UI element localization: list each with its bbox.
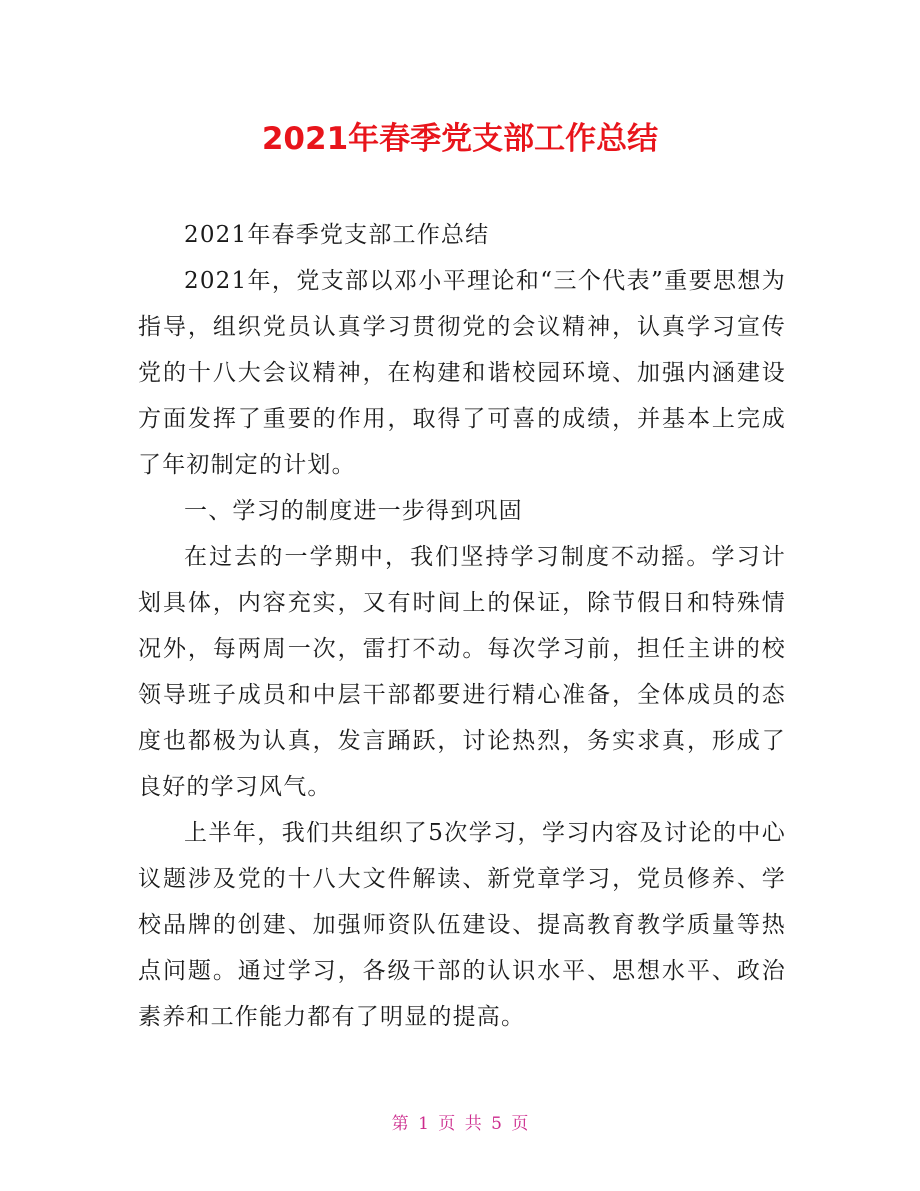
paragraph-study-system: 在过去的一学期中，我们坚持学习制度不动摇。学习计划具体，内容充实，又有时间上的保证，除节假日和特殊情况外，每两周一次，雷打不动。每次学习前，担任主讲的校领导班子成员和中层干部都要进行精心准备，全体成员的态度也都极为认真，发言踊跃，讨论热烈，务实求真，形成了良好的学习风气。 <box>138 544 786 800</box>
section-heading-1: 一、学习的制度进一步得到巩固 <box>184 498 523 524</box>
paragraph-intro: 2021年，党支部以邓小平理论和“三个代表”重要思想为指导，组织党员认真学习贯彻党的会议精神，认真学习宣传党的十八大会议精神，在构建和谐校园环境、加强内涵建设方面发挥了重要的作用，取得了可喜的成绩，并基本上完成了年初制定的计划。 <box>138 268 786 478</box>
paragraph-heading: 2021年春季党支部工作总结 <box>184 222 490 248</box>
page-footer: 第 1 页 共 5 页 <box>391 1114 529 1134</box>
document-title: 2021年春季党支部工作总结 <box>261 121 659 157</box>
paragraph-study-content: 上半年，我们共组织了5次学习，学习内容及讨论的中心议题涉及党的十八大文件解读、新党章学习，党员修养、学校品牌的创建、加强师资队伍建设、提高教育教学质量等热点问题。通过学习，各级干部的认识水平、思想水平、政治素养和工作能力都有了明显的提高。 <box>138 820 786 1030</box>
document-body <box>138 212 786 1040</box>
